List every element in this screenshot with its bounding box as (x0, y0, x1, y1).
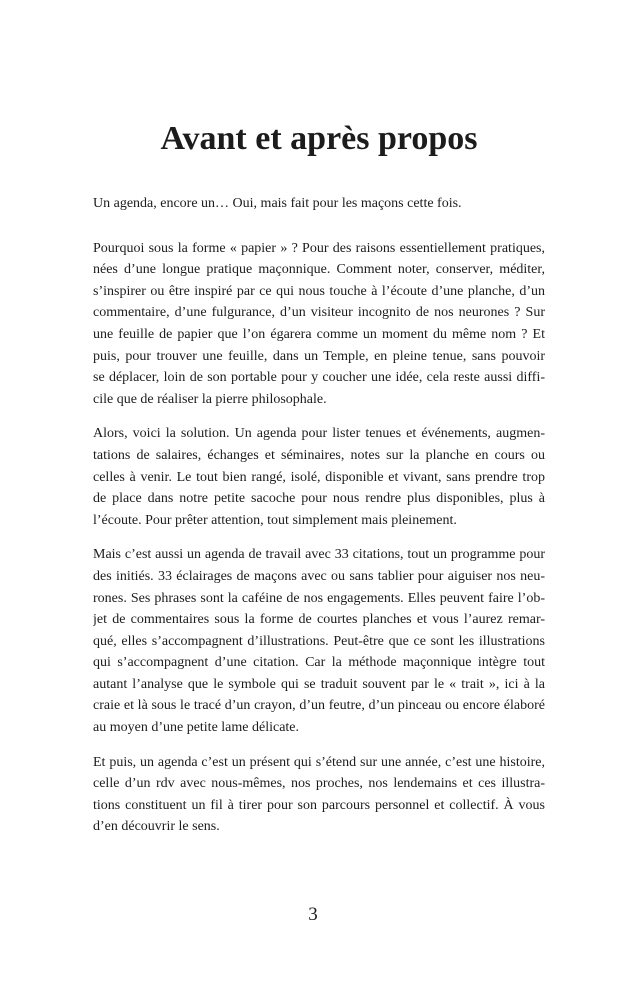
text-line: s’inspirer ou être inspiré par ce qui nous touche à l’écoute d’une planche, d’un (93, 283, 545, 299)
text-line: craie et là sous le tracé d’un crayon, d’un feutre, d’un pinceau ou encore élaboré (93, 698, 545, 714)
text-line: Pourquoi sous la forme « papier » ? Pour des raisons essentiellement pratiques, (93, 240, 545, 256)
text-line: celle d’un rdv avec nous-mêmes, nos proches, nos lendemains et ces illustra- (93, 776, 545, 792)
text-line: autant l’analyse que le symbole qui se traduit souvent par le « trait », ici à la (93, 676, 545, 692)
text-line: se déplacer, loin de son portable pour y coucher une idée, cela reste aussi diffi- (93, 370, 545, 386)
paragraph (93, 423, 545, 531)
text-line: des initiés. 33 éclairages de maçons avec ou sans tablier pour aiguiser nos neu- (93, 568, 545, 584)
text-line: Un agenda, encore un… Oui, mais fait pour les maçons cette fois. (93, 196, 462, 211)
text-line: qui s’accompagnent d’une citation. Car la méthode maçonnique intègre tout (93, 655, 545, 671)
text-line: l’écoute. Pour prêter attention, tout simplement mais pleinement. (93, 512, 457, 528)
text-line: au moyen d’une petite lame délicate. (93, 720, 300, 736)
paragraph (93, 752, 545, 838)
text-line: Alors, voici la solution. Un agenda pour lister tenues et événements, augmen- (93, 426, 545, 442)
text-line: tions constituent un fil à tirer pour son parcours personnel et collectif. À vous (93, 797, 545, 813)
text-line: commentaire, d’une fulgurance, d’un visiteur incognito de nos neurones ? Sur (93, 305, 545, 321)
page-number: 3 (308, 904, 318, 925)
body-text (93, 193, 545, 838)
page-title: Avant et après propos (160, 120, 478, 157)
paragraph (93, 193, 545, 215)
paragraph (93, 238, 545, 411)
text-line: d’en découvrir le sens. (93, 819, 220, 835)
text-line: nées d’une longue pratique maçonnique. Comment noter, conserver, méditer, (93, 262, 545, 278)
text-line: jet de commentaires sous la forme de courtes planches et vous l’aurez remar- (93, 612, 545, 628)
text-line: Mais c’est aussi un agenda de travail avec 33 citations, tout un programme pour (93, 547, 545, 563)
text-line: puis, pour trouver une feuille, dans un Temple, en pleine tenue, sans pouvoir (93, 348, 545, 364)
page-content (93, 122, 545, 851)
text-line: celles à venir. Le tout bien rangé, isolé, disponible et vivant, sans prendre trop (93, 469, 545, 485)
text-line: une feuille de papier que l’on égarera comme un moment du même nom ? Et (93, 326, 545, 342)
text-line: Et puis, un agenda c’est un présent qui s’étend sur une année, c’est une histoire, (93, 754, 545, 770)
text-line: de place dans notre petite sacoche pour nous rendre plus disponibles, plus à (93, 491, 545, 507)
text-line: rones. Ses phrases sont la caféine de nos engagements. Elles peuvent faire l’ob- (93, 590, 545, 606)
paragraph (93, 544, 545, 738)
text-line: cile que de réaliser la pierre philosophale. (93, 391, 327, 407)
text-line: qué, elles s’accompagnent d’illustrations. Peut-être que ce sont les illustrations (93, 633, 545, 649)
text-line: tations de salaires, échanges et séminaires, notes sur la planche en cours ou (93, 447, 545, 463)
